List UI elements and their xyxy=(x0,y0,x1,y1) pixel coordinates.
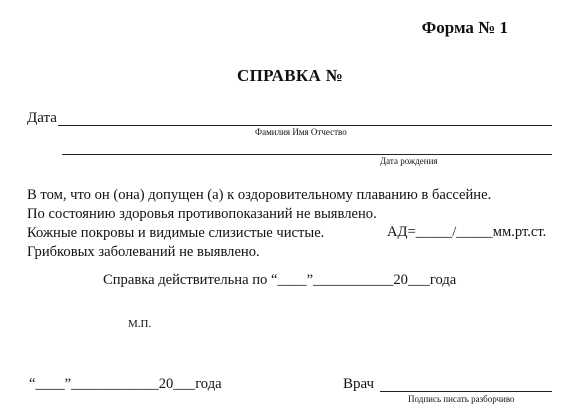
issue-date-field: “____”____________20___года xyxy=(29,376,222,392)
name-caption: Фамилия Имя Отчество xyxy=(255,127,347,137)
date-label: Дата xyxy=(27,110,57,126)
stamp-place-label: М.П. xyxy=(128,318,152,330)
name-line xyxy=(58,125,552,126)
body-line-1: В том, что он (она) допущен (а) к оздоровительному плаванию в бассейне. xyxy=(27,187,492,203)
body-line-2: По состоянию здоровья противопоказаний не выявлено. xyxy=(27,206,377,222)
document-title: СПРАВКА № xyxy=(237,66,343,85)
validity-line: Справка действительна по “____”___________20___года xyxy=(103,272,457,288)
doctor-label: Врач xyxy=(343,376,375,392)
birth-date-line xyxy=(62,154,552,155)
form-number: Форма № 1 xyxy=(421,18,508,37)
signature-caption: Подпись писать разборчиво xyxy=(408,394,515,404)
signature-line xyxy=(380,391,552,392)
blood-pressure-field: АД=_____/_____мм.рт.ст. xyxy=(387,224,547,240)
body-line-4: Грибковых заболеваний не выявлено. xyxy=(27,244,260,260)
body-line-3: Кожные покровы и видимые слизистые чистые. xyxy=(27,225,325,241)
birth-date-caption: Дата рождения xyxy=(380,156,438,166)
